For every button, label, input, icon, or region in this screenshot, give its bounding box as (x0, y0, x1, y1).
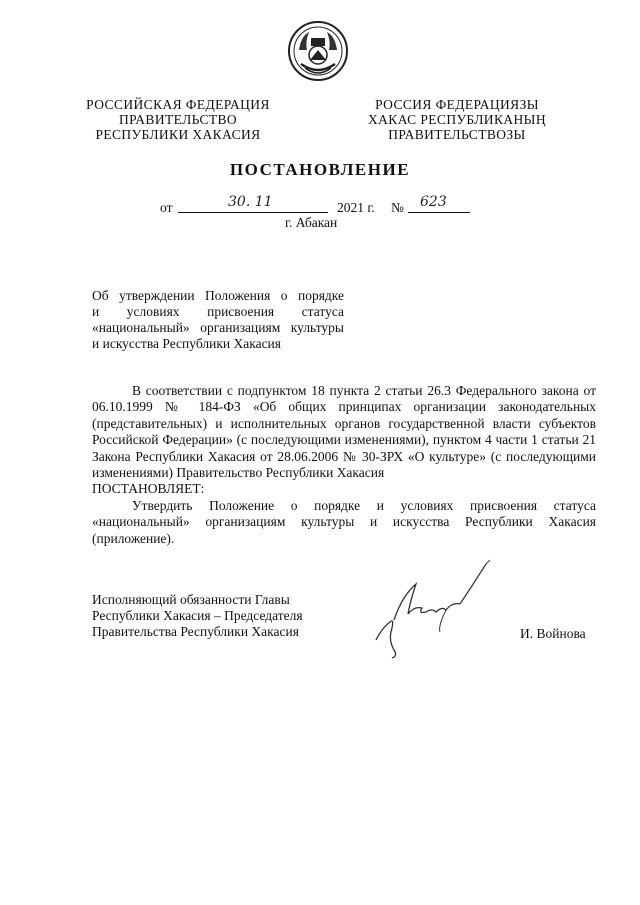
signatory-position-line: Правительства Республики Хакасия (92, 624, 299, 639)
date-year: 2021 г. (337, 200, 375, 215)
resolves-label: ПОСТАНОВЛЯЕТ: (92, 481, 205, 497)
header-right-line: ХАКАС РЕСПУБЛИКАНЫҢ (368, 112, 546, 127)
subject-line: «национальный» организациям культуры (92, 320, 344, 335)
header-left-line: РЕСПУБЛИКИ ХАКАСИЯ (95, 127, 261, 142)
header-right-line: РОССИЯ ФЕДЕРАЦИЯЗЫ (375, 97, 539, 112)
header-left-line: ПРАВИТЕЛЬСТВО (118, 112, 238, 127)
document-body (92, 383, 596, 547)
document-title: ПОСТАНОВЛЕНИЕ (229, 160, 411, 179)
handwritten-signature (368, 556, 508, 660)
header-right-line: ПРАВИТЕЛЬСТВОЗЫ (388, 127, 526, 142)
city-label: г. Абакан (285, 215, 338, 230)
coat-of-arms-emblem (287, 20, 349, 82)
body-paragraph-resolution: Утвердить Положение о порядке и условиях присвоения статуса «национальный» организациям культуры и искусства Республики Хакасия (приложение). (92, 497, 596, 546)
subject-block (92, 288, 344, 352)
subject-line: Об утверждении Положения о порядке (92, 288, 344, 303)
signatory-position-line: Исполняющий обязанности Главы (92, 592, 290, 607)
signatory-position (92, 592, 303, 640)
header-left-block (78, 97, 278, 142)
subject-last-line: и искусства Республики Хакасия (92, 336, 281, 351)
body-paragraph-preamble: В соответствии с подпунктом 18 пункта 2 статьи 26.3 Федерального закона от 06.10.1999 № 184-ФЗ «Об общих принципах организации законодательных (представительных) и исполнительных органов государственной власти субъектов Российской Федерации» (с последующими изменениями), пунктом 4 части 1 статьи 21 Закона Республики Хакасия от 28.06.2006 № 30-ЗРХ «О культуре» (с последующими изменениями) Правительство Республики Хакасия (92, 383, 596, 481)
date-handwritten: 30. 11 (228, 194, 273, 210)
header-left-line: РОССИЙСКАЯ ФЕДЕРАЦИЯ (86, 97, 270, 112)
number-label: № (391, 200, 404, 215)
signatory-position-line: Республики Хакасия – Председателя (92, 608, 303, 623)
signatory-name: И. Войнова (520, 626, 586, 641)
number-handwritten: 623 (420, 194, 447, 210)
date-from-label: от (160, 200, 173, 215)
subject-line: и условиях присвоения статуса (92, 304, 344, 319)
header-right-block (352, 97, 562, 142)
